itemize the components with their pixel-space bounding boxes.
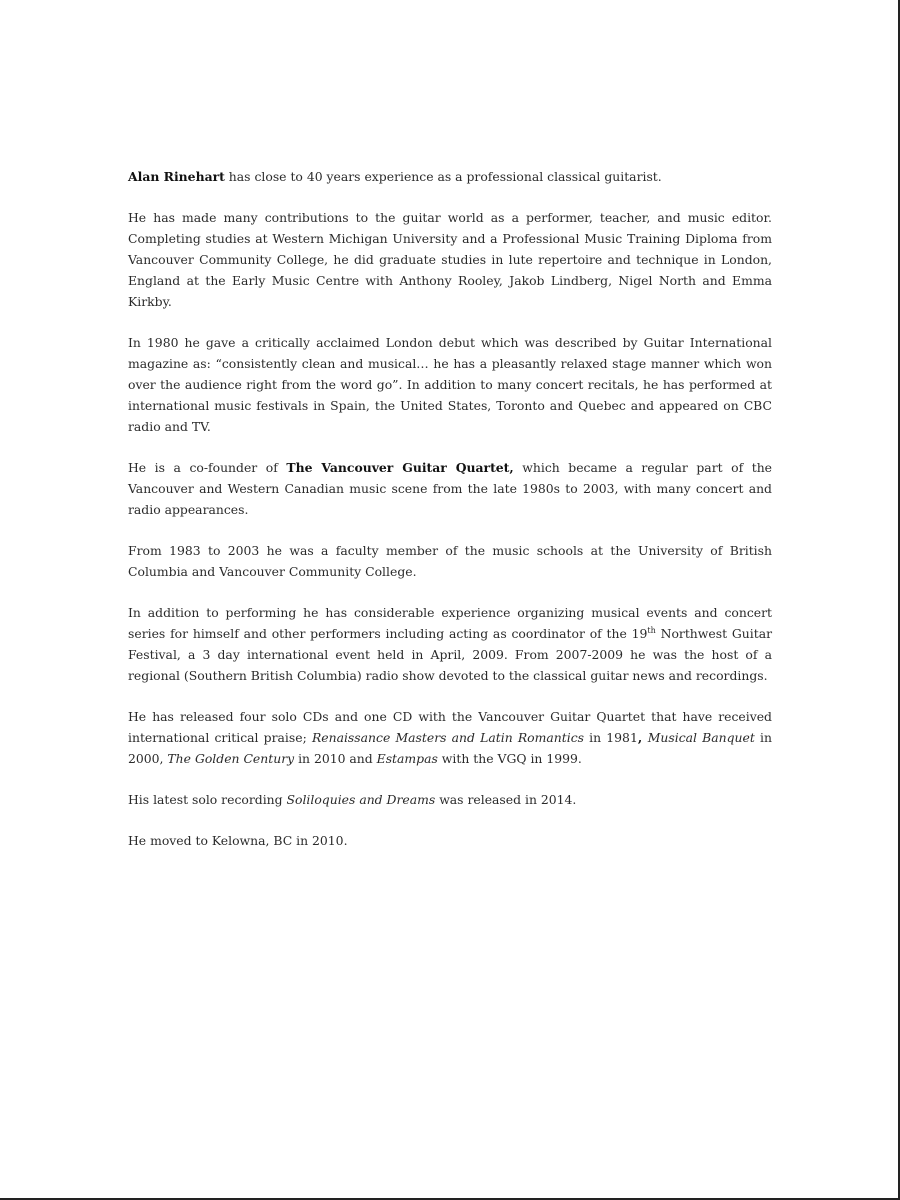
recordings-text-1: He has released four solo CDs and one CD with the Vancouver Guitar Quartet that have received international critical praise; — [128, 709, 772, 745]
quartet-text-before: He is a co-founder of — [128, 460, 287, 475]
biography-text — [128, 166, 772, 871]
bio-paragraph-latest — [128, 789, 772, 810]
recordings-text-5: in 2010 and — [294, 751, 377, 766]
recordings-text-6: with the VGQ in 1999. — [437, 751, 582, 766]
bio-paragraph-relocation: He moved to Kelowna, BC in 2010. — [128, 833, 348, 848]
cd-title-musical-banquet: Musical Banquet — [647, 730, 755, 745]
quartet-name: The Vancouver Guitar Quartet, — [286, 460, 514, 475]
recordings-text-2: in 1981 — [584, 730, 638, 745]
events-text-after: Northwest Guitar Festival, a 3 day international event held in April, 2009. From 2007-2009 he was the host of a regional (Southern British Columbia) radio show devoted to the classical guitar news and recordings. — [128, 626, 773, 683]
intro-text: has close to 40 years experience as a professional classical guitarist. — [224, 169, 662, 184]
bio-paragraph-events — [128, 602, 772, 686]
bio-paragraph-intro — [128, 166, 772, 187]
bio-paragraph-quartet — [128, 457, 772, 520]
latest-text-after: was released in 2014. — [435, 792, 577, 807]
recordings-text-4: in 2000, — [128, 730, 772, 766]
cd-title-estampas: Estampas — [376, 751, 438, 766]
events-text-before: In addition to performing he has considerable experience organizing musical events and concert series for himself and other performers including acting as coordinator of the 19 — [128, 605, 772, 641]
ordinal-suffix: th — [647, 625, 656, 635]
quartet-text-after: which became a regular part of the Vancouver and Western Canadian music scene from the late 1980s to 2003, with many concert and radio appearances. — [128, 460, 773, 517]
bio-paragraph-faculty: From 1983 to 2003 he was a faculty member of the music schools at the University of British Columbia and Vancouver Community College. — [128, 543, 772, 579]
latest-recording-title: Soliloquies and Dreams — [286, 792, 436, 807]
latest-text-before: His latest solo recording — [128, 792, 287, 807]
recordings-comma: , — [637, 730, 648, 745]
bio-paragraph-education: He has made many contributions to the guitar world as a performer, teacher, and music editor. Completing studies at Western Michigan University and a Professional Music Training Diploma from Vancouver Community College, he did graduate studies in lute repertoire and technique in London, England at the Early Music Centre with Anthony Rooley, Jakob Lindberg, Nigel North and Emma Kirkby. — [128, 210, 772, 309]
bio-paragraph-debut: In 1980 he gave a critically acclaimed London debut which was described by Guitar International magazine as: “consistently clean and musical… he has a pleasantly relaxed stage manner which won over the audience right from the word go”. In addition to many concert recitals, he has performed at international music festivals in Spain, the United States, Toronto and Quebec and appeared on CBC radio and TV. — [128, 335, 772, 434]
bio-paragraph-recordings — [128, 706, 772, 769]
artist-name: Alan Rinehart — [128, 169, 225, 184]
cd-title-golden-century: The Golden Century — [167, 751, 295, 766]
cd-title-renaissance: Renaissance Masters and Latin Romantics — [311, 730, 584, 745]
